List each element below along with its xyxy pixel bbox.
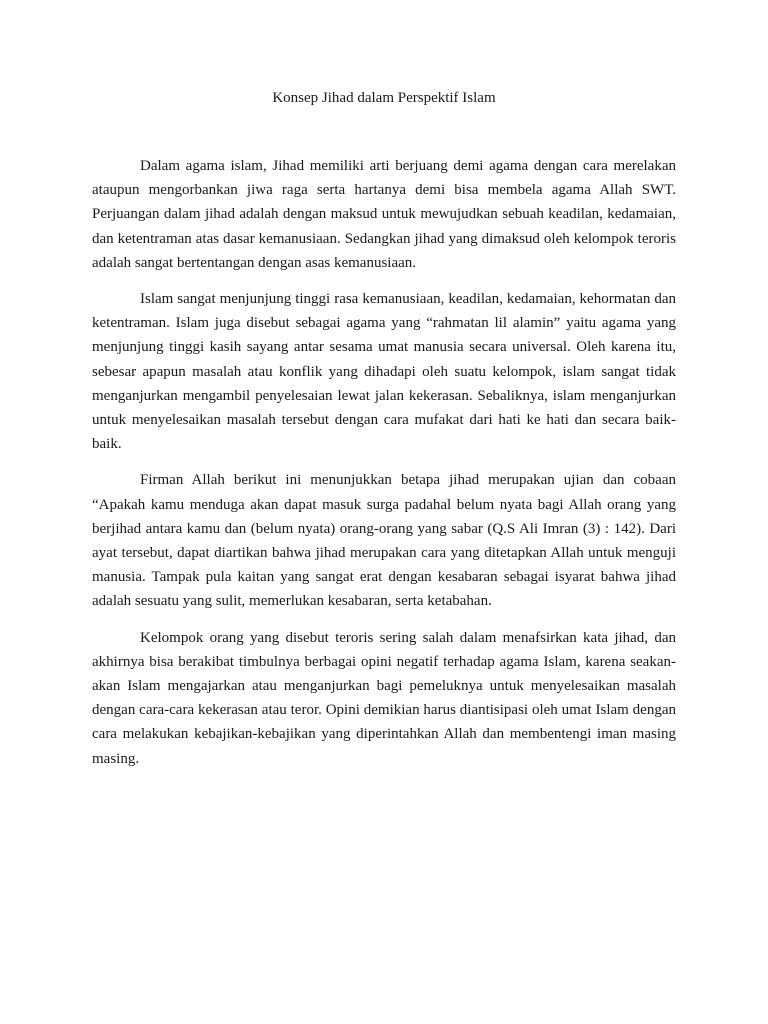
paragraph-1: Dalam agama islam, Jihad memiliki arti berjuang demi agama dengan cara merelakan ataupun mengorbankan jiwa raga serta hartanya demi bisa membela agama Allah SWT. Perjuangan dalam jihad adalah dengan maksud untuk mewujudkan sebuah keadilan, kedamaian, dan ketentraman atas dasar kemanusiaan. Sedangkan jihad yang dimaksud oleh kelompok teroris adalah sangat bertentangan dengan asas kemanusiaan. xyxy=(92,158,676,271)
paragraph-4: Kelompok orang yang disebut teroris sering salah dalam menafsirkan kata jihad, dan akhirnya bisa berakibat timbulnya berbagai opini negatif terhadap agama Islam, karena seakan-akan Islam mengajarkan atau menganjurkan bagi pemeluknya untuk menyelesaikan masalah dengan cara-cara kekerasan atau teror. Opini demikian harus diantisipasi oleh umat Islam dengan cara melakukan kebajikan-kebajikan yang diperintahkan Allah dan membentengi iman masing masing. xyxy=(92,629,676,767)
paragraph-3: Firman Allah berikut ini menunjukkan betapa jihad merupakan ujian dan cobaan “Apakah kamu menduga akan dapat masuk surga padahal belum nyata bagi Allah orang yang berjihad antara kamu dan (belum nyata) orang-orang yang sabar (Q.S Ali Imran (3) : 142). Dari ayat tersebut, dapat diartikan bahwa jihad merupakan cara yang ditetapkan Allah untuk menguji manusia. Tampak pula kaitan yang sangat erat dengan kesabaran sebagai isyarat bahwa jihad adalah sesuatu yang sulit, memerlukan kesabaran, serta ketabahan. xyxy=(92,472,676,610)
document-body xyxy=(92,154,676,783)
document-title: Konsep Jihad dalam Perspektif Islam xyxy=(272,90,496,106)
paragraph-2: Islam sangat menjunjung tinggi rasa kemanusiaan, keadilan, kedamaian, kehormatan dan ketentraman. Islam juga disebut sebagai agama yang “rahmatan lil alamin” yaitu agama yang menjunjung tinggi kasih sayang antar sesama umat manusia secara universal. Oleh karena itu, sebesar apapun masalah atau konflik yang dihadapi oleh suatu kelompok, islam sangat tidak menganjurkan mengambil penyelesaian lewat jalan kekerasan. Sebaliknya, islam menganjurkan untuk menyelesaikan masalah tersebut dengan cara mufakat dari hati ke hati dan secara baik-baik. xyxy=(92,291,676,453)
